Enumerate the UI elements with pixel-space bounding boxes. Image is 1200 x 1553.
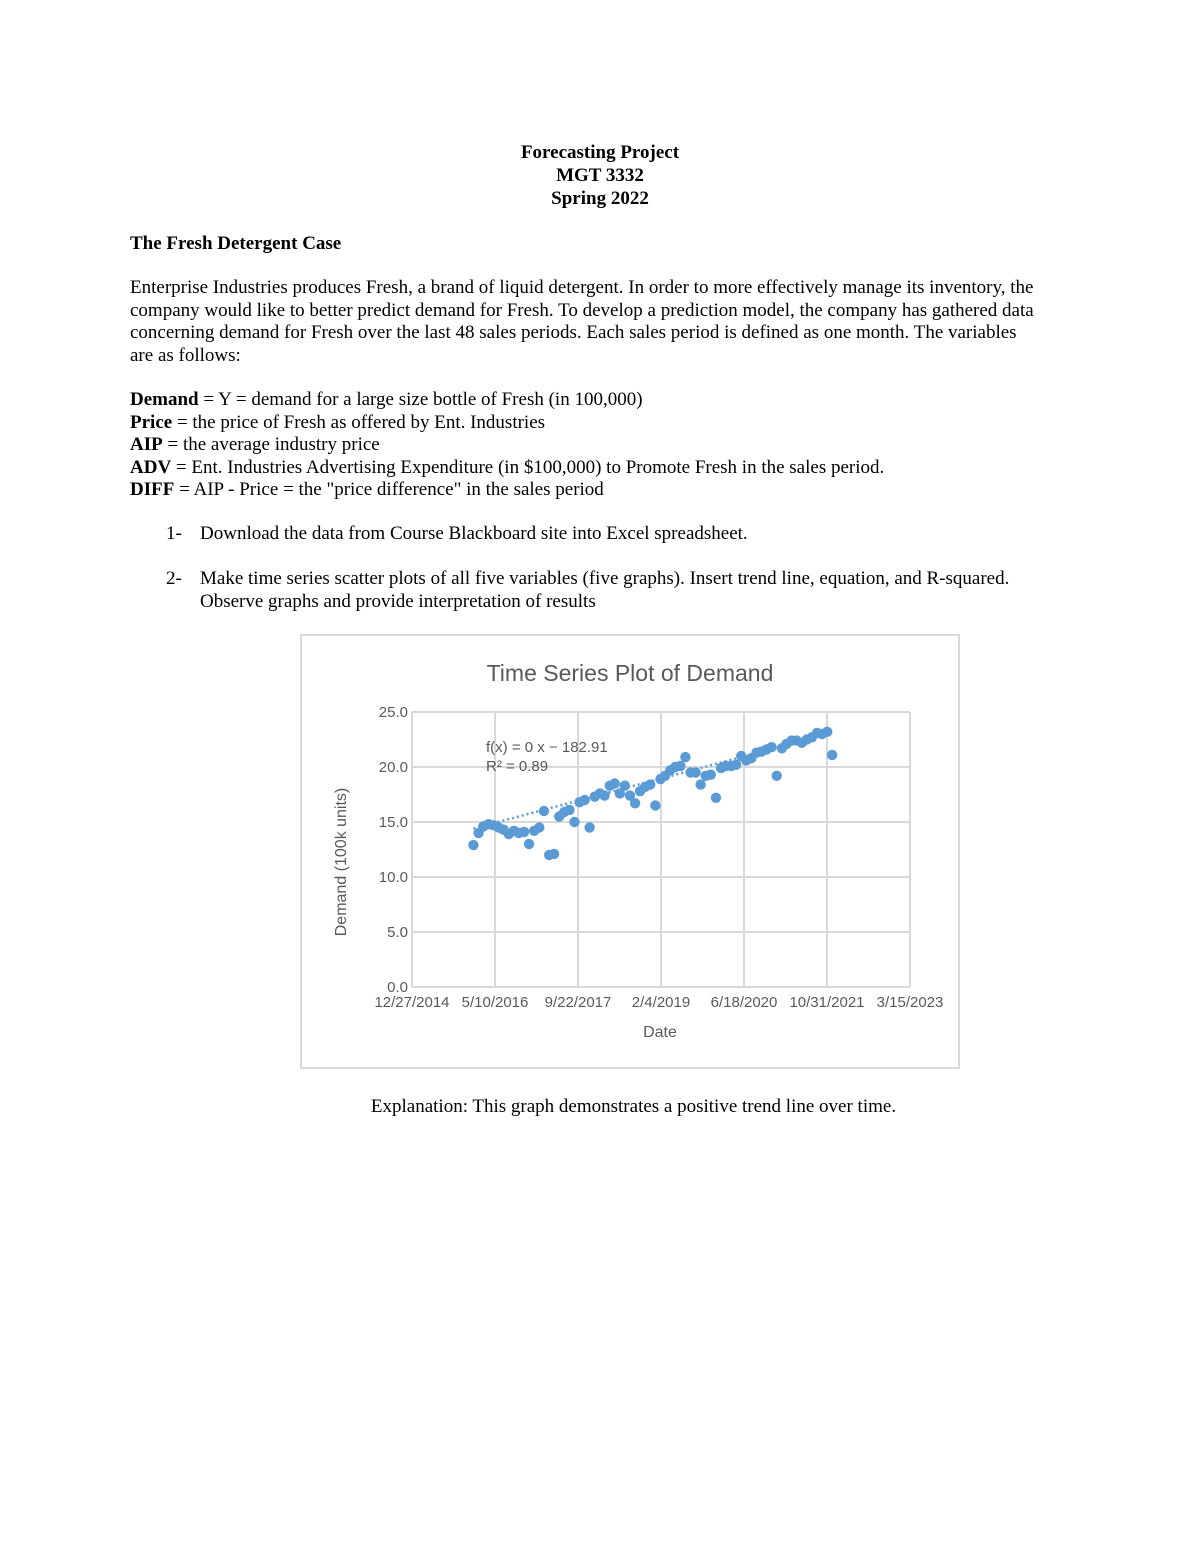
data-point xyxy=(539,806,549,816)
data-point xyxy=(766,742,776,752)
y-tick-label: 25.0 xyxy=(378,704,408,721)
data-point xyxy=(609,778,619,788)
chart-canvas xyxy=(302,636,958,1067)
definition-text: = AIP - Price = the "price difference" in the sales period xyxy=(174,479,604,500)
data-point xyxy=(579,795,589,805)
explanation-text: Explanation: This graph demonstrates a positive trend line over time. xyxy=(370,1096,897,1117)
step-text: Download the data from Course Blackboard site into Excel spreadsheet. xyxy=(200,523,748,544)
data-point xyxy=(524,839,534,849)
data-point xyxy=(519,827,529,837)
definition-text: = the average industry price xyxy=(162,434,380,455)
definition-price xyxy=(130,412,884,435)
y-tick-label: 20.0 xyxy=(378,759,408,776)
x-tick-label: 9/22/2017 xyxy=(544,994,612,1011)
x-axis-ticks xyxy=(374,994,943,1011)
step-text: Observe graphs and provide interpretation of results xyxy=(200,590,596,612)
definition-aip xyxy=(130,434,884,457)
definition-demand xyxy=(130,389,884,412)
intro-line: are as follows: xyxy=(130,344,241,366)
course-code: MGT 3332 xyxy=(556,165,644,186)
data-point xyxy=(695,779,705,789)
demand-chart xyxy=(300,634,960,1069)
data-point xyxy=(620,781,630,791)
data-point xyxy=(706,770,716,780)
definition-term: AIP xyxy=(130,434,163,455)
data-point xyxy=(534,822,544,832)
y-tick-label: 15.0 xyxy=(378,814,408,831)
x-tick-label: 3/15/2023 xyxy=(876,994,944,1011)
definition-text: = Ent. Industries Advertising Expenditure (in $100,000) to Promote Fresh in the sales period. xyxy=(171,456,885,478)
data-point xyxy=(468,840,478,850)
data-point xyxy=(772,771,782,781)
variable-definitions xyxy=(130,389,884,502)
data-point xyxy=(822,727,832,737)
definition-term: Demand xyxy=(130,389,199,410)
data-point xyxy=(569,817,579,827)
title-block xyxy=(0,141,1200,210)
step-text: Make time series scatter plots of all five variables (five graphs). Insert trend line, equation, and R-squared. xyxy=(200,568,1010,589)
trendline-equation: f(x) = 0 x − 182.91 xyxy=(486,739,608,756)
definition-term: Price xyxy=(130,411,173,433)
y-tick-label: 10.0 xyxy=(378,869,408,886)
x-tick-label: 5/10/2016 xyxy=(461,994,529,1011)
data-point xyxy=(680,752,690,762)
y-tick-label: 0.0 xyxy=(387,979,408,996)
data-point xyxy=(549,849,559,859)
x-axis-label: Date xyxy=(643,1024,677,1041)
project-title: Forecasting Project xyxy=(520,142,680,163)
trendline-r-squared: R² = 0.89 xyxy=(486,758,549,775)
x-tick-label: 10/31/2021 xyxy=(789,994,865,1011)
y-axis-label: Demand (100k units) xyxy=(333,787,350,937)
x-tick-label: 2/4/2019 xyxy=(631,994,691,1011)
data-point xyxy=(690,767,700,777)
data-point xyxy=(827,750,837,760)
intro-line: company would like to better predict demand for Fresh. To develop a prediction model, the company has gathered data xyxy=(130,299,1034,321)
intro-paragraph xyxy=(130,277,1080,367)
step-number: 1- xyxy=(166,523,182,544)
case-heading: The Fresh Detergent Case xyxy=(130,233,342,254)
data-point xyxy=(630,798,640,808)
definition-adv xyxy=(130,457,884,480)
definition-term: DIFF xyxy=(130,479,175,500)
data-point xyxy=(645,779,655,789)
data-point xyxy=(731,760,741,770)
data-point xyxy=(711,793,721,803)
data-point xyxy=(564,805,574,815)
intro-line: Enterprise Industries produces Fresh, a brand of liquid detergent. In order to more effectively manage its inventory, the xyxy=(130,277,1034,298)
x-tick-label: 12/27/2014 xyxy=(374,994,450,1011)
x-tick-label: 6/18/2020 xyxy=(710,994,778,1011)
data-point xyxy=(675,761,685,771)
y-axis-ticks xyxy=(379,704,408,996)
data-point xyxy=(650,800,660,810)
data-point xyxy=(599,790,609,800)
definition-diff xyxy=(130,479,884,502)
y-tick-label: 5.0 xyxy=(387,924,408,941)
intro-line: concerning demand for Fresh over the last 48 sales periods. Each sales period is defined as one month. The variables xyxy=(130,322,1017,343)
semester: Spring 2022 xyxy=(551,188,649,209)
definition-text: = the price of Fresh as offered by Ent. Industries xyxy=(172,411,546,433)
definition-text: = Y = demand for a large size bottle of Fresh (in 100,000) xyxy=(198,389,643,410)
data-point xyxy=(584,822,594,832)
step-number: 2- xyxy=(166,568,182,589)
chart-title: Time Series Plot of Demand xyxy=(486,660,774,686)
definition-term: ADV xyxy=(130,456,172,478)
